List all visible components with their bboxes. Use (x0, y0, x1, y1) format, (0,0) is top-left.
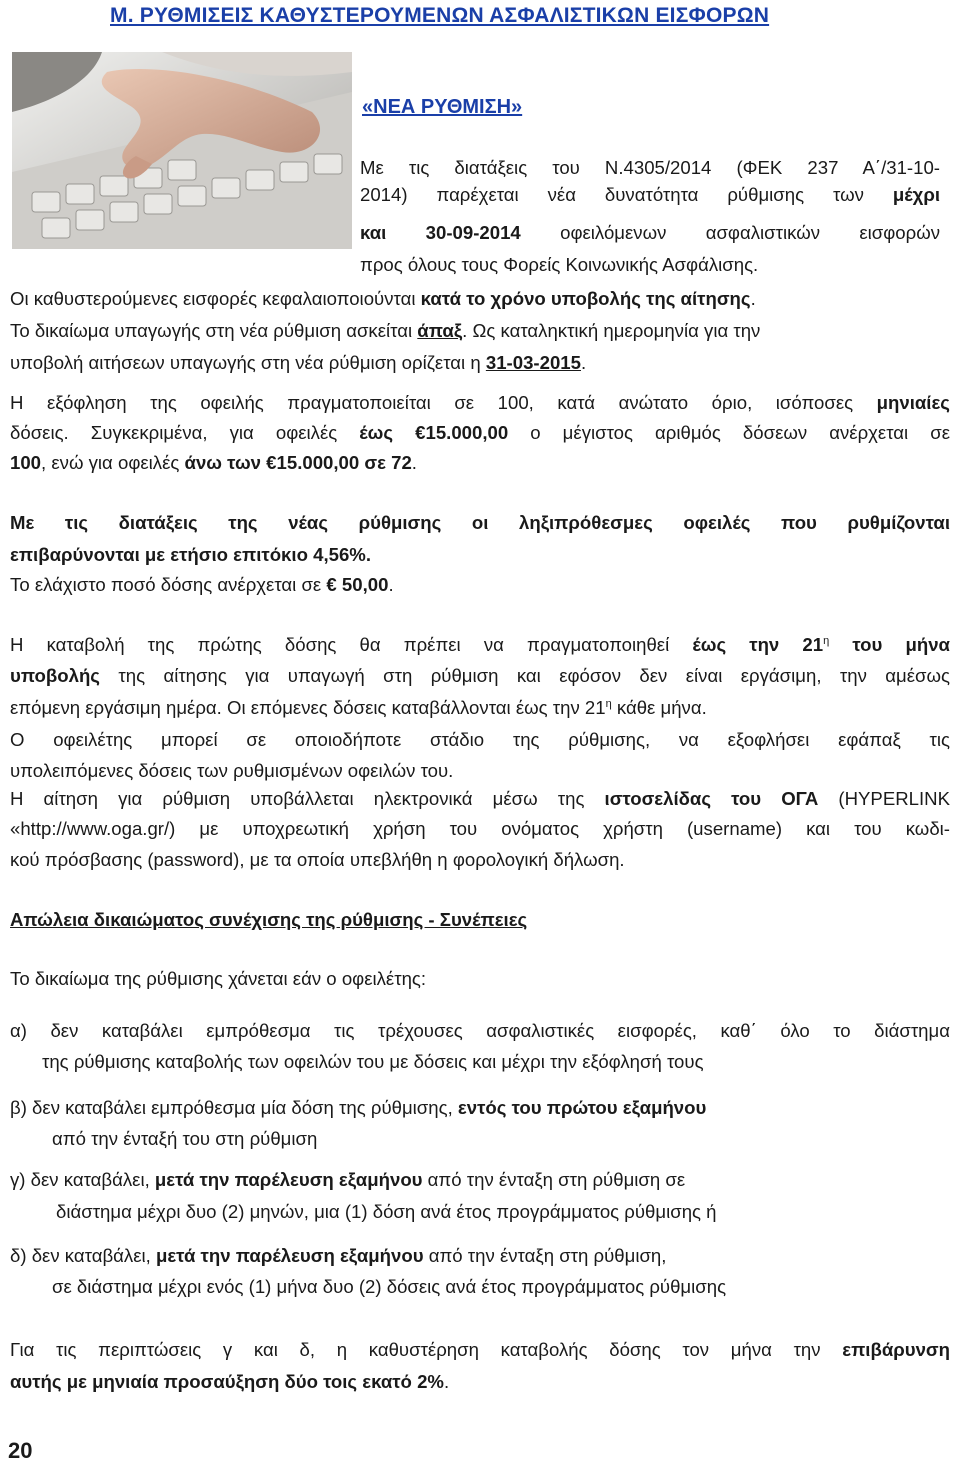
item-c-line2: διάστημα μέχρι δυο (2) μηνών, μια (1) δόση ανά έτος προγράμματος ρύθμισης ή (56, 1201, 717, 1222)
subtitle: «ΝΕΑ ΡΥΘΜΙΣΗ» (362, 96, 523, 118)
p5-line3: επόμενη εργάσιμη ημέρα. Οι επόμενες δόσεις καταβάλλονται έως την $21^\eta$ κάθε μήνα. (10, 697, 707, 718)
item-b-line2: από την ένταξή του στη ρύθμιση (52, 1128, 318, 1149)
p4-line2: επιβαρύνονται με ετήσιο επιτόκιο 4,56%. (10, 544, 371, 565)
keyboard-hand-icon (12, 52, 352, 249)
p2-line2: Το δικαίωμα υπαγωγής στη νέα ρύθμιση ασκείται άπαξ. Ως καταληκτική ημερομηνία για την (10, 320, 761, 341)
item-c-line1: γ) δεν καταβάλει, μετά την παρέλευση εξαμήνου από την ένταξη στη ρύθμιση σε (10, 1169, 686, 1190)
p5-line4: Ο οφειλέτης μπορεί σε οποιοδήποτε στάδιο της ρύθμισης, να εξοφλήσει εφάπαξ τις (10, 729, 950, 750)
p3-line3: 100, ενώ για οφειλές άνω των €15.000,00 σε 72. (10, 452, 417, 473)
item-d-line1: δ) δεν καταβάλει, μετά την παρέλευση εξαμήνου από την ένταξη στη ρύθμιση, (10, 1245, 667, 1266)
page-title: M. ΡΥΘΜΙΣΕΙΣ ΚΑΘΥΣΤΕΡΟΥΜΕΝΩΝ ΑΣΦΑΛΙΣΤΙΚΩΝ ΕΙΣΦΟΡΩΝ (110, 4, 770, 27)
p5-line5: υπολειπόμενες δόσεις των ρυθμισμένων οφειλών του. (10, 760, 454, 781)
p3-line1: Η εξόφληση της οφειλής πραγματοποιείται σε 100, κατά ανώτατο όριο, ισόποσες μηνιαίες (10, 392, 950, 413)
p2-line3: υποβολή αιτήσεων υπαγωγής στη νέα ρύθμιση ορίζεται η 31-03-2015. (10, 352, 587, 373)
item-a-line2: της ρύθμισης καταβολής των οφειλών του με δόσεις και μέχρι την εξόφλησή τους (42, 1051, 704, 1072)
p1-line4: προς όλους τους Φορείς Κοινωνικής Ασφάλισης. (360, 254, 759, 275)
p5-line8: κού πρόσβασης (password), με τα οποία υπεβλήθη η φορολογική δήλωση. (10, 849, 625, 870)
keyboard-hand-photo (12, 52, 352, 249)
item-b-line1: β) δεν καταβάλει εμπρόθεσμα μία δόση της ρύθμισης, εντός του πρώτου εξαμήνου (10, 1097, 707, 1118)
p4-line3: Το ελάχιστο ποσό δόσης ανέρχεται σε € 50,00. (10, 574, 394, 595)
page-number: 20 (8, 1438, 33, 1463)
p1-line1: Με τις διατάξεις του Ν.4305/2014 (ΦΕΚ 237 Α΄/31-10- (360, 157, 940, 178)
p5-line6: Η αίτηση για ρύθμιση υποβάλλεται ηλεκτρονικά μέσω της ιστοσελίδας του ΟΓΑ (HYPERLINK (10, 788, 950, 809)
p5-line2: υποβολής της αίτησης για υπαγωγή στη ρύθμιση και εφόσον δεν είναι εργάσιμη, την αμέσως (10, 665, 951, 686)
section-heading: Απώλεια δικαιώματος συνέχισης της ρύθμισης - Συνέπειες (10, 909, 528, 930)
closing-line1: Για τις περιπτώσεις γ και δ, η καθυστέρηση καταβολής δόσης τον μήνα την επιβάρυνση (10, 1339, 950, 1360)
p1-line3: και 30-09-2014 οφειλόμενων ασφαλιστικών εισφορών (360, 222, 941, 243)
item-a-line1: α) δεν καταβάλει εμπρόθεσμα τις τρέχουσες ασφαλιστικές εισφορές, καθ΄ όλο το διάστημα (10, 1020, 950, 1041)
p4-line1: Με τις διατάξεις της νέας ρύθμισης οι ληξιπρόθεσμες οφειλές που ρυθμίζονται (10, 512, 950, 533)
item-d-line2: σε διάστημα μέχρι ενός (1) μήνα δυο (2) δόσεις ανά έτος προγράμματος ρύθμισης (52, 1276, 727, 1297)
p1-line2: 2014) παρέχεται νέα δυνατότητα ρύθμισης των μέχρι (360, 184, 940, 205)
p2-line1: Οι καθυστερούμενες εισφορές κεφαλαιοποιούνται κατά το χρόνο υποβολής της αίτησης. (10, 288, 756, 309)
p3-line2: δόσεις. Συγκεκριμένα, για οφειλές έως €15.000,00 ο μέγιστος αριθμός δόσεων ανέρχεται σε (10, 422, 951, 443)
loss-intro: Το δικαίωμα της ρύθμισης χάνεται εάν ο οφειλέτης: (10, 968, 427, 989)
closing-line2: αυτής με μηνιαία προσαύξηση δύο τοις εκατό 2%. (10, 1371, 450, 1392)
p5-line7: «http://www.oga.gr/) με υποχρεωτική χρήση του ονόματος χρήστη (username) και του κωδι- (10, 818, 950, 839)
p5-line1: Η καταβολή της πρώτης δόσης θα πρέπει να πραγματοποιηθεί έως την $21^\eta$ του μήνα (10, 634, 950, 655)
